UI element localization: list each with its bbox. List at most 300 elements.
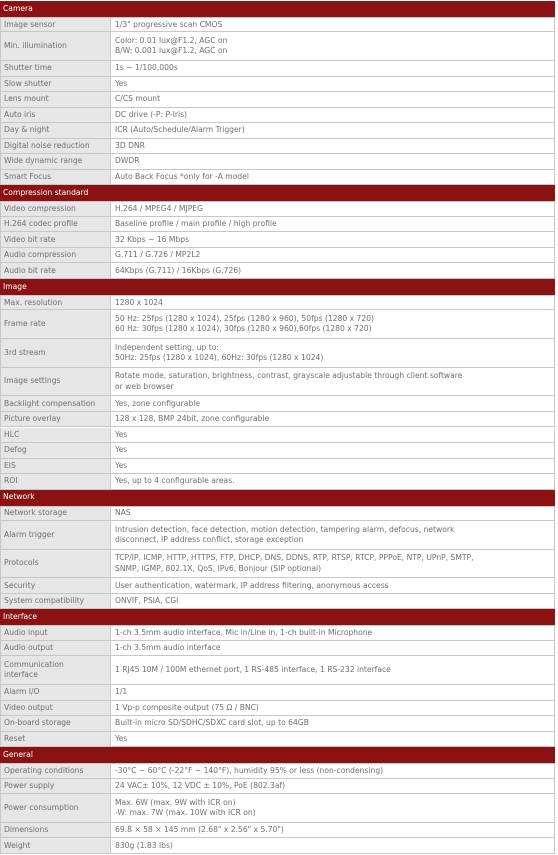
spec-label-text (4, 841, 30, 851)
spec-value-line: NAS (115, 508, 131, 518)
spec-label-text (4, 266, 56, 276)
spec-row-image-settings (0, 368, 555, 397)
spec-row-network-storage (0, 506, 555, 522)
spec-value-text (115, 687, 127, 697)
spec-row-max-resolution (0, 295, 555, 311)
spec-label (0, 154, 111, 169)
spec-value (111, 248, 555, 263)
spec-value-text (115, 665, 391, 675)
spec-row-image-sensor (0, 17, 555, 33)
spec-value-line: 1/1 (115, 687, 128, 697)
spec-label (0, 123, 111, 138)
spec-label-text (4, 141, 90, 151)
spec-value (111, 656, 555, 684)
spec-value-line: 830g (1.83 lbs) (115, 840, 173, 850)
section-header-image (0, 279, 555, 295)
spec-row-backlight-compensation (0, 396, 555, 412)
spec-label-line: HLC (4, 429, 20, 439)
spec-value-text (115, 266, 241, 276)
spec-value-line: 32 Kbps ~ 16 Mbps (115, 234, 190, 244)
spec-row-communication-interface (0, 656, 555, 685)
spec-value-text (115, 79, 127, 89)
spec-value-line: Yes (115, 78, 128, 88)
spec-label-line: interface (4, 670, 38, 680)
spec-value-text (115, 110, 187, 120)
spec-value-text (115, 461, 127, 471)
spec-label (0, 823, 111, 838)
spec-label-line: Video output (4, 702, 53, 712)
spec-value (111, 443, 555, 458)
spec-value-text (115, 798, 256, 819)
spec-label-text (4, 414, 61, 424)
spec-label (0, 396, 111, 411)
spec-value-text (115, 298, 163, 308)
spec-value-line: 69.8 × 58 × 145 mm (2.68" x 2.56" x 5.70") (115, 825, 284, 835)
spec-value-line: ICR (Auto/Schedule/Alarm Trigger) (115, 125, 245, 135)
spec-label-text (4, 250, 76, 260)
spec-value (111, 521, 555, 549)
spec-value-line: Intrusion detection, face detection, motion detection, tampering alarm, defocus, network (115, 524, 455, 534)
spec-row-video-compression (0, 201, 555, 217)
spec-value (111, 550, 555, 578)
spec-value-text (115, 703, 259, 713)
section-title: Interface (3, 612, 37, 622)
spec-label (0, 764, 111, 778)
spec-value (111, 61, 555, 76)
spec-label-text (4, 643, 53, 653)
spec-label (0, 701, 111, 716)
spec-row-frame-rate (0, 310, 555, 339)
spec-value-text (115, 553, 474, 574)
spec-label-text (4, 581, 35, 591)
spec-label (0, 92, 111, 107)
spec-label-line: Alarm I/O (4, 687, 40, 697)
section-header-interface (0, 609, 555, 625)
spec-value-line: Yes (115, 733, 128, 743)
spec-value-text (115, 204, 203, 214)
spec-value (111, 838, 555, 853)
spec-row-audio-bit-rate (0, 263, 555, 279)
spec-row-weight (0, 838, 555, 854)
spec-value-line: 1/3" progressive scan CMOS (115, 19, 223, 29)
spec-label-text (4, 530, 54, 540)
spec-label-text (4, 79, 52, 89)
spec-label-line: Max. resolution (4, 297, 63, 307)
spec-value (111, 296, 555, 310)
spec-label-text (4, 781, 54, 791)
spec-row-eis (0, 459, 555, 475)
spec-row-protocols (0, 550, 555, 579)
spec-label-text (4, 348, 46, 358)
spec-value (111, 217, 555, 232)
spec-label-line: Power supply (4, 780, 55, 790)
spec-row-roi (0, 474, 555, 490)
spec-value-text (115, 414, 269, 424)
spec-label-line: Wide dynamic range (4, 156, 83, 166)
spec-value (111, 202, 555, 216)
spec-label-text (4, 376, 60, 386)
spec-value-line: Built-in micro SD/SDHC/SDXC card slot, up to 64GB (115, 718, 309, 728)
spec-label (0, 296, 111, 310)
spec-value-text (115, 314, 374, 335)
spec-label-text (4, 41, 67, 51)
spec-value-text (115, 63, 178, 73)
spec-label-line: Digital noise reduction (4, 140, 90, 150)
spec-label (0, 217, 111, 232)
spec-label (0, 77, 111, 92)
spec-label (0, 18, 111, 32)
spec-label-text (4, 63, 52, 73)
spec-label (0, 459, 111, 474)
section-title: Compression standard (3, 188, 89, 198)
spec-value (111, 108, 555, 123)
spec-value-text (115, 36, 227, 57)
spec-value-line: Yes, up to 4 configurable areas. (115, 476, 235, 486)
spec-row-3rd-stream (0, 339, 555, 368)
spec-label-line: Operating conditions (4, 765, 84, 775)
spec-value-text (115, 343, 323, 364)
spec-value-text (115, 250, 200, 260)
spec-label-line: Communication (4, 659, 64, 669)
spec-label (0, 578, 111, 593)
spec-value-line: Yes, zone configurable (115, 398, 201, 408)
spec-row-video-output (0, 701, 555, 717)
spec-value-text (115, 476, 235, 486)
spec-label (0, 794, 111, 822)
spec-label-text (4, 734, 25, 744)
spec-row-operating-conditions (0, 763, 555, 779)
spec-value-line: 128 x 128, BMP 24bit, zone configurable (115, 414, 270, 424)
spec-value-text (115, 371, 462, 392)
spec-label-line: Min. illumination (4, 41, 67, 51)
spec-value (111, 396, 555, 411)
spec-row-video-bit-rate (0, 232, 555, 248)
spec-label (0, 685, 111, 700)
spec-value-line: Yes (115, 460, 128, 470)
spec-value-text (115, 399, 200, 409)
spec-label (0, 443, 111, 458)
spec-label-text (4, 703, 53, 713)
spec-value-text (115, 172, 249, 182)
spec-label-text (4, 803, 79, 813)
spec-label-text (4, 156, 82, 166)
spec-label (0, 263, 111, 278)
spec-value-line: C/CS mount (115, 94, 161, 104)
spec-label-line: Image settings (4, 376, 61, 386)
spec-label-text (4, 687, 40, 697)
spec-value (111, 578, 555, 593)
spec-label-text (4, 596, 84, 606)
spec-label (0, 108, 111, 123)
spec-label-text (4, 94, 49, 104)
spec-row-dimensions (0, 823, 555, 839)
spec-value (111, 459, 555, 474)
spec-label-line: Video compression (4, 203, 76, 213)
spec-value-text (115, 718, 309, 728)
spec-label-line: Audio compression (4, 250, 77, 260)
spec-value-line: -30°C ~ 60°C (-22°F ~ 140°F), humidity 95% or less (non-condensing) (115, 765, 384, 775)
spec-label-text (4, 399, 95, 409)
spec-value-text (115, 628, 372, 638)
spec-row-on-board-storage (0, 716, 555, 732)
spec-label-line: System compatibility (4, 596, 85, 606)
spec-label-text (4, 219, 78, 229)
spec-value-line: 1-ch 3.5mm audio interface, Mic in/Line in, 1-ch built-in Microphone (115, 628, 373, 637)
spec-value (111, 779, 555, 794)
spec-label-text (4, 204, 76, 214)
spec-label (0, 838, 111, 853)
spec-value-line: 24 VAC± 10%, 12 VDC ± 10%, PoE (802.3af) (115, 780, 286, 790)
spec-row-shutter-time (0, 61, 555, 77)
spec-label-line: Audio bit rate (4, 265, 56, 275)
spec-row-audio-output (0, 641, 555, 657)
spec-value-line: Baseline profile / main profile / high profile (115, 218, 277, 228)
spec-label (0, 641, 111, 656)
spec-label-text (4, 660, 64, 681)
spec-label-line: 3rd stream (4, 347, 46, 357)
spec-row-power-supply (0, 779, 555, 795)
spec-value-text (115, 156, 139, 166)
spec-label-line: Image sensor (4, 19, 56, 29)
spec-value-line: 3D DNR (115, 140, 145, 150)
spec-value-line: 1-ch 3.5mm audio interface (115, 643, 221, 653)
spec-label-text (4, 125, 49, 135)
spec-row-alarm-i-o (0, 685, 555, 701)
spec-value-line: 60 Hz: 30fps (1280 x 1024), 30fps (1280 x 960),60fps (1280 x 720) (115, 324, 372, 334)
spec-value-line: Auto Back Focus *only for -A model (115, 171, 249, 181)
spec-value (111, 641, 555, 656)
spec-value-line: 1280 x 1024 (115, 297, 163, 307)
spec-label (0, 474, 111, 489)
spec-label (0, 339, 111, 367)
spec-value-line: 1 Vp-p composite output (75 Ω / BNC) (115, 702, 259, 712)
spec-value-text (115, 445, 127, 455)
spec-row-day-night (0, 123, 555, 139)
spec-value-line: Yes (115, 429, 128, 439)
spec-row-min-illumination (0, 32, 555, 61)
spec-label (0, 412, 111, 427)
spec-value-line: DWDR (115, 156, 140, 166)
spec-row-wide-dynamic-range (0, 154, 555, 170)
spec-row-auto-iris (0, 108, 555, 124)
section-header-network (0, 490, 555, 506)
spec-value (111, 474, 555, 489)
spec-label (0, 656, 111, 684)
spec-label (0, 170, 111, 185)
spec-value (111, 626, 555, 640)
spec-value-text (115, 825, 284, 835)
spec-label-text (4, 298, 62, 308)
spec-label-line: Smart Focus (4, 171, 52, 181)
spec-value-text (115, 235, 189, 245)
spec-value (111, 170, 555, 185)
section-title: Image (3, 281, 27, 291)
spec-label-line: On-board storage (4, 718, 71, 728)
spec-value-line: TCP/IP, ICMP, HTTP, HTTPS, FTP, DHCP, DNS, DDNS, RTP, RTSP, RTCP, PPPoE, NTP, UPnP, SMTP, (115, 553, 474, 563)
spec-value-line: SNMP, IGMP, 802.1X, QoS, IPv6, Bonjour (SIP optional) (115, 563, 322, 573)
spec-value (111, 154, 555, 169)
spec-value (111, 18, 555, 32)
spec-value-line: or web browser (115, 381, 174, 391)
spec-row-alarm-trigger (0, 521, 555, 550)
spec-value-text (115, 596, 178, 606)
spec-label (0, 550, 111, 578)
spec-value (111, 77, 555, 92)
spec-label (0, 428, 111, 443)
spec-label (0, 232, 111, 247)
spec-label-line: Security (4, 580, 36, 590)
spec-label-line: EIS (4, 460, 16, 470)
spec-label (0, 521, 111, 549)
spec-value-text (115, 508, 131, 518)
spec-label-text (4, 445, 27, 455)
spec-label-text (4, 20, 55, 30)
spec-label (0, 61, 111, 76)
spec-row-audio-input (0, 625, 555, 641)
spec-row-security (0, 578, 555, 594)
spec-label-line: Picture overlay (4, 414, 61, 424)
spec-label-text (4, 461, 16, 471)
spec-label-text (4, 628, 48, 638)
section-title: Camera (3, 3, 33, 13)
spec-label-line: Audio output (4, 643, 54, 653)
spec-label-text (4, 319, 46, 329)
spec-row-defog (0, 443, 555, 459)
spec-row-smart-focus (0, 170, 555, 186)
spec-value-text (115, 430, 127, 440)
spec-label-text (4, 235, 55, 245)
spec-value (111, 701, 555, 716)
spec-label-text (4, 825, 48, 835)
section-header-camera (0, 1, 555, 17)
spec-label-line: Shutter time (4, 63, 52, 73)
spec-row-picture-overlay (0, 412, 555, 428)
spec-value-text (115, 94, 160, 104)
spec-label-line: Alarm trigger (4, 529, 55, 539)
spec-label-line: Power consumption (4, 802, 79, 812)
spec-value (111, 823, 555, 838)
spec-value (111, 139, 555, 154)
spec-label-line: Network storage (4, 508, 67, 518)
spec-value-line: Yes (115, 445, 128, 455)
spec-label-line: Protocols (4, 558, 39, 568)
spec-value (111, 32, 555, 60)
spec-value-text (115, 643, 221, 653)
spec-label (0, 248, 111, 263)
spec-label-line: Weight (4, 840, 31, 850)
spec-value-text (115, 581, 389, 591)
spec-label (0, 626, 111, 640)
spec-row-audio-compression (0, 248, 555, 264)
spec-label-line: Frame rate (4, 319, 46, 329)
spec-value-line: Max. 6W (max. 9W with ICR on) (115, 797, 236, 807)
spec-label (0, 716, 111, 731)
spec-label-text (4, 172, 51, 182)
spec-value-line: disconnect, IP address conflict, storage exception (115, 534, 304, 544)
spec-value-text (115, 141, 145, 151)
spec-row-power-consumption (0, 794, 555, 823)
spec-value (111, 412, 555, 427)
spec-row-system-compatibility (0, 594, 555, 610)
spec-label-line: Day & night (4, 125, 50, 135)
spec-value-text (115, 781, 285, 791)
spec-label-line: Video bit rate (4, 234, 56, 244)
section-title: Network (3, 492, 35, 502)
spec-value (111, 310, 555, 338)
spec-value (111, 368, 555, 396)
spec-value (111, 732, 555, 747)
spec-label-line: Audio input (4, 628, 48, 637)
spec-value-text (115, 766, 383, 776)
spec-label (0, 202, 111, 216)
spec-value-line: B/W: 0.001 lux@F1.2, AGC on (115, 46, 228, 56)
spec-label-line: Defog (4, 445, 27, 455)
spec-value (111, 263, 555, 278)
spec-row-hlc (0, 428, 555, 444)
spec-value-text (115, 125, 245, 135)
spec-value-line: 64Kbps (G.711) / 16Kbps (G.726) (115, 265, 242, 275)
spec-row-h-264-codec-profile (0, 217, 555, 233)
spec-value-line: Rotate mode, saturation, brightness, contrast, grayscale adjustable through client software (115, 371, 463, 381)
spec-value-line: 50 Hz: 25fps (1280 x 1024), 25fps (1280 x 960), 50fps (1280 x 720) (115, 313, 375, 323)
spec-label-text (4, 110, 35, 120)
spec-value-line: 1s ~ 1/100,000s (115, 63, 178, 73)
spec-row-lens-mount (0, 92, 555, 108)
spec-value-line: ONVIF, PSIA, CGI (115, 596, 179, 606)
spec-label-line: ROI (4, 476, 18, 486)
spec-value (111, 594, 555, 609)
spec-label-text (4, 476, 18, 486)
spec-label-text (4, 766, 83, 776)
spec-value (111, 716, 555, 731)
spec-value-line: -W: max. 7W (max. 10W with ICR on) (115, 808, 256, 818)
spec-value-line: Independent setting, up to: (115, 342, 219, 352)
spec-row-slow-shutter (0, 77, 555, 93)
spec-value (111, 685, 555, 700)
spec-label (0, 594, 111, 609)
spec-label-line: Slow shutter (4, 78, 52, 88)
spec-label-line: Lens mount (4, 94, 49, 104)
section-title: General (3, 750, 33, 760)
spec-row-digital-noise-reduction (0, 139, 555, 155)
spec-label-line: Backlight compensation (4, 398, 96, 408)
spec-label (0, 732, 111, 747)
spec-label (0, 32, 111, 60)
spec-label (0, 779, 111, 794)
spec-label-line: H.264 codec profile (4, 218, 78, 228)
spec-value-text (115, 841, 173, 851)
spec-value-line: H.264 / MPEG4 / MJPEG (115, 203, 203, 213)
spec-value-line: G.711 / G.726 / MP2L2 (115, 250, 201, 260)
spec-value-line: User authentication, watermark, IP address filtering, anonymous access (115, 580, 389, 590)
section-header-compression-standard (0, 185, 555, 201)
spec-value (111, 428, 555, 443)
spec-value-line: Color: 0.01 lux@F1.2, AGC on (115, 35, 228, 45)
spec-value-text (115, 525, 454, 546)
spec-label-text (4, 718, 71, 728)
spec-row-reset (0, 732, 555, 748)
spec-label-text (4, 508, 67, 518)
spec-label (0, 310, 111, 338)
spec-label-line: Dimensions (4, 825, 49, 835)
spec-label-text (4, 430, 19, 440)
spec-label-line: Reset (4, 733, 26, 743)
spec-value (111, 232, 555, 247)
spec-value (111, 507, 555, 521)
spec-value (111, 764, 555, 778)
spec-label-line: Auto iris (4, 109, 36, 119)
spec-label-text (4, 558, 39, 568)
